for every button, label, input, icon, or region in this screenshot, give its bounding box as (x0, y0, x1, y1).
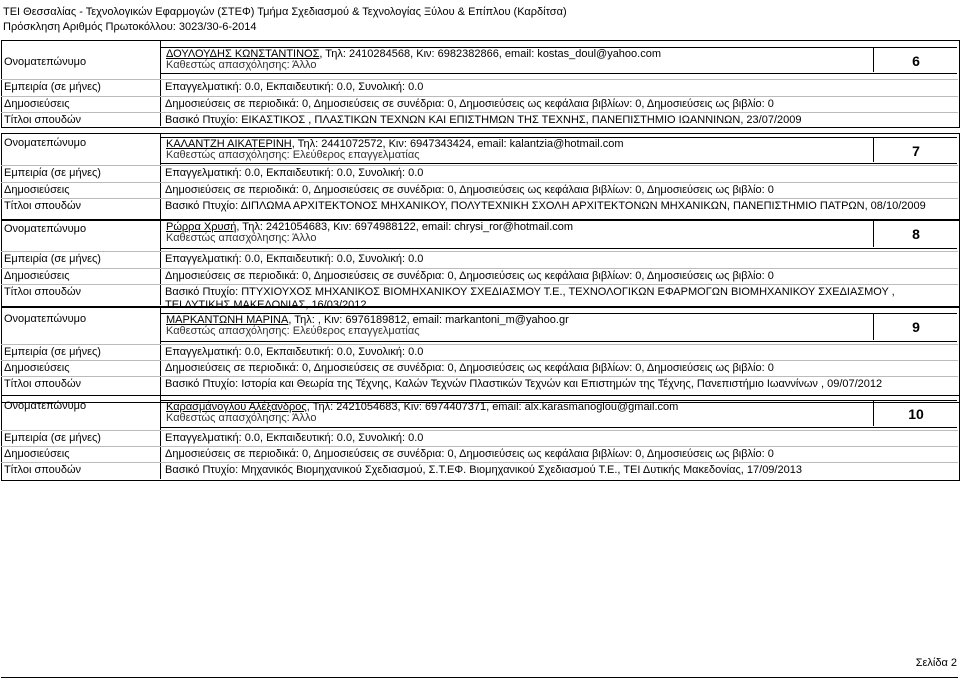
row-separator (1, 182, 958, 183)
row-separator (1, 462, 958, 463)
label-publications: Δημοσιεύσεις (4, 270, 70, 282)
degrees-value: Βασικό Πτυχίο: Ιστορία και Θεωρία της Τέχνης, Καλών Τεχνών Πλαστικών Τεχνών και Επιστημών της Τέχνης, Πανεπιστήμιο Ιωαννίνων , 09/07/2012 (165, 378, 883, 390)
publications-value: Δημοσιεύσεις σε περιοδικά: 0, Δημοσιεύσεις σε συνέδρια: 0, Δημοσιεύσεις ως κεφάλαια βιβλίων: 0, Δημοσιεύσεις ως βιβλίο: 0 (165, 362, 774, 374)
row-separator (1, 284, 958, 285)
ranking-number: 7 (912, 143, 920, 159)
row-separator (1, 165, 958, 166)
publications-value: Δημοσιεύσεις σε περιοδικά: 0, Δημοσιεύσεις σε συνέδρια: 0, Δημοσιεύσεις ως κεφάλαια βιβλίων: 0, Δημοσιεύσεις ως βιβλίο: 0 (165, 448, 774, 460)
degrees-value: Βασικό Πτυχίο: ΔΙΠΛΩΜΑ ΑΡΧΙΤΕΚΤΟΝΟΣ ΜΗΧΑΝΙΚΟΥ, ΠΟΛΥΤΕΧΝΙΚΗ ΣΧΟΛΗ ΑΡΧΙΤΕΚΤΟΝΩΝ ΜΗΧΑΝΙΚΩΝ, ΠΑΝΕΠΙΣΤΗΜΙΟ ΠΑΤΡΩΝ, 08/10/2009 (165, 200, 926, 212)
experience-value: Επαγγελματική: 0.0, Εκπαιδευτική: 0.0, Συνολική: 0.0 (165, 432, 424, 444)
label-degrees: Τίτλοι σπουδών (4, 464, 82, 476)
degrees-value: Βασικό Πτυχίο: ΕΙΚΑΣΤΙΚΟΣ , ΠΛΑΣΤΙΚΩΝ ΤΕΧΝΩΝ ΚΑΙ ΕΠΙΣΤΗΜΩΝ ΤΗΣ ΤΕΧΝΗΣ, ΠΑΝΕΠΙΣΤΗΜΙΟ ΙΩΑΝΝΙΝΩΝ, 23/07/2009 (165, 114, 802, 126)
publications-value: Δημοσιεύσεις σε περιοδικά: 0, Δημοσιεύσεις σε συνέδρια: 0, Δημοσιεύσεις ως κεφάλαια βιβλίων: 0, Δημοσιεύσεις ως βιβλίο: 0 (165, 184, 774, 196)
applicant-name: ΜΑΡΚΑΝΤΩΝΗ ΜΑΡΙΝΑ (166, 314, 289, 326)
experience-value: Επαγγελματική: 0.0, Εκπαιδευτική: 0.0, Συνολική: 0.0 (165, 253, 424, 265)
publications-value: Δημοσιεύσεις σε περιοδικά: 0, Δημοσιεύσεις σε συνέδρια: 0, Δημοσιεύσεις ως κεφάλαια βιβλίων: 0, Δημοσιεύσεις ως βιβλίο: 0 (165, 270, 774, 282)
applicant-contact: , Τηλ: 2410284568, Κιν: 6982382866, email: kostas_doul@yahoo.com (319, 48, 661, 60)
applicant-contact: , Τηλ: 2421054683, Κιν: 6974988122, email: chrysi_ror@hotmail.com (236, 221, 574, 233)
label-degrees: Τίτλοι σπουδών (4, 114, 82, 126)
label-experience: Εμπειρία (σε μήνες) (4, 81, 101, 93)
label-name: Ονοματεπώνυμο (4, 137, 87, 149)
label-publications: Δημοσιεύσεις (4, 98, 70, 110)
row-separator (1, 446, 958, 447)
experience-value: Επαγγελματική: 0.0, Εκπαιδευτική: 0.0, Συνολική: 0.0 (165, 81, 424, 93)
ranking-number: 8 (912, 226, 920, 242)
label-experience: Εμπειρία (σε μήνες) (4, 432, 101, 444)
header-invitation: Πρόσκληση Αριθμός Πρωτοκόλλου: 3023/30-6-2014 (3, 21, 257, 33)
row-separator (1, 79, 958, 80)
label-name: Ονοματεπώνυμο (4, 56, 87, 68)
employment-status: Καθεστώς απασχόλησης: Άλλο (166, 232, 317, 244)
label-publications: Δημοσιεύσεις (4, 362, 70, 374)
degrees-value: Βασικό Πτυχίο: Μηχανικός Βιομηχανικού Σχεδιασμού, Σ.Τ.ΕΦ. Βιομηχανικού Σχεδιασμού Τ.Ε., ΤΕΙ Δυτικής Μακεδονίας, 17/09/2013 (165, 464, 802, 476)
ranking-number: 6 (912, 53, 920, 69)
row-separator (1, 96, 958, 97)
row-separator (1, 112, 958, 113)
ranking-number: 10 (908, 406, 924, 422)
ranking-number: 9 (912, 319, 920, 335)
row-separator (1, 376, 958, 377)
applicant-name: Καρασμάνογλου Αλέξανδρος (166, 401, 307, 413)
applicant-contact: , Τηλ: 2421054683, Κιν: 6974407371, email: alx.karasmanoglou@gmail.com (306, 401, 679, 413)
label-degrees: Τίτλοι σπουδών (4, 378, 82, 390)
experience-value: Επαγγελματική: 0.0, Εκπαιδευτική: 0.0, Συνολική: 0.0 (165, 346, 424, 358)
label-name: Ονοματεπώνυμο (4, 313, 87, 325)
page-number: Σελίδα 2 (915, 657, 957, 669)
degrees-value: Βασικό Πτυχίο: ΠΤΥΧΙΟΥΧΟΣ ΜΗΧΑΝΙΚΟΣ ΒΙΟΜΗΧΑΝΙΚΟΥ ΣΧΕΔΙΑΣΜΟΥ Τ.Ε., ΤΕΧΝΟΛΟΓΙΚΩΝ ΕΦΑΡΜΟΓΩΝ ΒΙΟΜΗΧΑΝΙΚΟΥ ΣΧΕΔΙΑΣΜΟΥ , ΤΕΙ ΔΥΤΙΚΗΣ ΜΑΚΕΔΟΝΙΑΣ, 16/03/2012 (165, 286, 895, 311)
label-experience: Εμπειρία (σε μήνες) (4, 253, 101, 265)
label-publications: Δημοσιεύσεις (4, 448, 70, 460)
footer-rule (1, 677, 958, 678)
label-degrees: Τίτλοι σπουδών (4, 286, 82, 298)
experience-value: Επαγγελματική: 0.0, Εκπαιδευτική: 0.0, Συνολική: 0.0 (165, 167, 424, 179)
row-separator (1, 344, 958, 345)
employment-status: Καθεστώς απασχόλησης: Ελεύθερος επαγγελματίας (166, 149, 420, 161)
row-separator (1, 268, 958, 269)
applicant-name: Ρώρρα Χρυσή (166, 221, 237, 233)
publications-value: Δημοσιεύσεις σε περιοδικά: 0, Δημοσιεύσεις σε συνέδρια: 0, Δημοσιεύσεις ως κεφάλαια βιβλίων: 0, Δημοσιεύσεις ως βιβλίο: 0 (165, 98, 774, 110)
label-name: Ονοματεπώνυμο (4, 223, 87, 235)
employment-status: Καθεστώς απασχόλησης: Άλλο (166, 412, 317, 424)
applicant-contact: , Τηλ: 2441072572, Κιν: 6947343424, email: kalantzia@hotmail.com (291, 138, 624, 150)
label-name: Ονοματεπώνυμο (4, 400, 87, 412)
row-separator (1, 430, 958, 431)
label-experience: Εμπειρία (σε μήνες) (4, 346, 101, 358)
employment-status: Καθεστώς απασχόλησης: Άλλο (166, 59, 317, 71)
applicant-name: ΔΟΥΛΟΥΔΗΣ ΚΩΝΣΤΑΝΤΙΝΟΣ (166, 48, 320, 60)
row-separator (1, 360, 958, 361)
label-experience: Εμπειρία (σε μήνες) (4, 167, 101, 179)
label-degrees: Τίτλοι σπουδών (4, 200, 82, 212)
row-separator (1, 198, 958, 199)
label-publications: Δημοσιεύσεις (4, 184, 70, 196)
applicant-contact: , Τηλ: , Κιν: 6976189812, email: markantoni_m@yahoo.gr (288, 314, 569, 326)
employment-status: Καθεστώς απασχόλησης: Ελεύθερος επαγγελματίας (166, 325, 420, 337)
applicant-name: ΚΑΛΑΝΤΖΗ ΑΙΚΑΤΕΡΙΝΗ (166, 138, 292, 150)
row-separator (1, 251, 958, 252)
header-institution: ΤΕΙ Θεσσαλίας - Τεχνολογικών Εφαρμογών (ΣΤΕΦ) Τμήμα Σχεδιασμού & Τεχνολογίας Ξύλου & Επίπλου (Καρδίτσα) (3, 6, 567, 18)
